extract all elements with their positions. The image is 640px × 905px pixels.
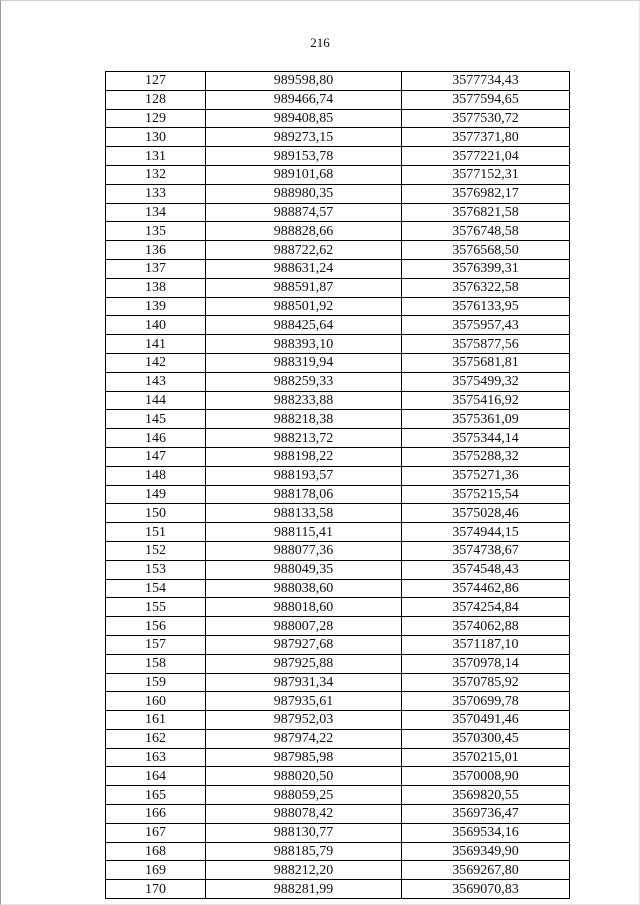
y-coordinate-cell: 3569070,83 bbox=[402, 880, 570, 899]
x-coordinate-cell: 988038,60 bbox=[206, 579, 402, 598]
table-row bbox=[106, 447, 570, 466]
x-coordinate-cell: 988198,22 bbox=[206, 447, 402, 466]
point-number-cell: 168 bbox=[106, 842, 206, 861]
point-number-cell: 155 bbox=[106, 598, 206, 617]
point-number-cell: 136 bbox=[106, 241, 206, 260]
table-row bbox=[106, 316, 570, 335]
point-number-cell: 150 bbox=[106, 504, 206, 523]
x-coordinate-cell: 988501,92 bbox=[206, 297, 402, 316]
table-row bbox=[106, 353, 570, 372]
x-coordinate-cell: 989153,78 bbox=[206, 147, 402, 166]
y-coordinate-cell: 3570300,45 bbox=[402, 729, 570, 748]
x-coordinate-cell: 989273,15 bbox=[206, 128, 402, 147]
point-number-cell: 149 bbox=[106, 485, 206, 504]
point-number-cell: 128 bbox=[106, 90, 206, 109]
point-number-cell: 151 bbox=[106, 523, 206, 542]
x-coordinate-cell: 988722,62 bbox=[206, 241, 402, 260]
x-coordinate-cell: 988874,57 bbox=[206, 203, 402, 222]
x-coordinate-cell: 988178,06 bbox=[206, 485, 402, 504]
table-row bbox=[106, 880, 570, 899]
table-row bbox=[106, 579, 570, 598]
y-coordinate-cell: 3577594,65 bbox=[402, 90, 570, 109]
point-number-cell: 144 bbox=[106, 391, 206, 410]
x-coordinate-cell: 988828,66 bbox=[206, 222, 402, 241]
point-number-cell: 139 bbox=[106, 297, 206, 316]
y-coordinate-cell: 3575877,56 bbox=[402, 335, 570, 354]
point-number-cell: 159 bbox=[106, 673, 206, 692]
x-coordinate-cell: 988115,41 bbox=[206, 523, 402, 542]
table-row bbox=[106, 109, 570, 128]
x-coordinate-cell: 988393,10 bbox=[206, 335, 402, 354]
point-number-cell: 141 bbox=[106, 335, 206, 354]
table-row bbox=[106, 391, 570, 410]
point-number-cell: 143 bbox=[106, 372, 206, 391]
x-coordinate-cell: 988591,87 bbox=[206, 278, 402, 297]
point-number-cell: 165 bbox=[106, 786, 206, 805]
x-coordinate-cell: 989101,68 bbox=[206, 165, 402, 184]
table-row bbox=[106, 90, 570, 109]
x-coordinate-cell: 987927,68 bbox=[206, 635, 402, 654]
y-coordinate-cell: 3575361,09 bbox=[402, 410, 570, 429]
x-coordinate-cell: 988049,35 bbox=[206, 560, 402, 579]
x-coordinate-cell: 988078,42 bbox=[206, 805, 402, 824]
coordinates-table bbox=[105, 71, 570, 899]
y-coordinate-cell: 3569736,47 bbox=[402, 805, 570, 824]
x-coordinate-cell: 988193,57 bbox=[206, 466, 402, 485]
table-row bbox=[106, 278, 570, 297]
point-number-cell: 154 bbox=[106, 579, 206, 598]
x-coordinate-cell: 988077,36 bbox=[206, 541, 402, 560]
y-coordinate-cell: 3571187,10 bbox=[402, 635, 570, 654]
point-number-cell: 147 bbox=[106, 447, 206, 466]
x-coordinate-cell: 987935,61 bbox=[206, 692, 402, 711]
point-number-cell: 132 bbox=[106, 165, 206, 184]
x-coordinate-cell: 988425,64 bbox=[206, 316, 402, 335]
y-coordinate-cell: 3570491,46 bbox=[402, 711, 570, 730]
x-coordinate-cell: 989408,85 bbox=[206, 109, 402, 128]
y-coordinate-cell: 3570785,92 bbox=[402, 673, 570, 692]
point-number-cell: 145 bbox=[106, 410, 206, 429]
x-coordinate-cell: 988018,60 bbox=[206, 598, 402, 617]
point-number-cell: 164 bbox=[106, 767, 206, 786]
y-coordinate-cell: 3570699,78 bbox=[402, 692, 570, 711]
y-coordinate-cell: 3569349,90 bbox=[402, 842, 570, 861]
point-number-cell: 148 bbox=[106, 466, 206, 485]
point-number-cell: 137 bbox=[106, 259, 206, 278]
x-coordinate-cell: 987925,88 bbox=[206, 654, 402, 673]
point-number-cell: 131 bbox=[106, 147, 206, 166]
table-row bbox=[106, 504, 570, 523]
x-coordinate-cell: 988980,35 bbox=[206, 184, 402, 203]
y-coordinate-cell: 3575271,36 bbox=[402, 466, 570, 485]
point-number-cell: 133 bbox=[106, 184, 206, 203]
point-number-cell: 134 bbox=[106, 203, 206, 222]
table-row bbox=[106, 241, 570, 260]
table-row bbox=[106, 861, 570, 880]
y-coordinate-cell: 3574944,15 bbox=[402, 523, 570, 542]
point-number-cell: 127 bbox=[106, 72, 206, 91]
x-coordinate-cell: 988233,88 bbox=[206, 391, 402, 410]
y-coordinate-cell: 3574254,84 bbox=[402, 598, 570, 617]
table-row bbox=[106, 617, 570, 636]
x-coordinate-cell: 988130,77 bbox=[206, 823, 402, 842]
y-coordinate-cell: 3574548,43 bbox=[402, 560, 570, 579]
table-row bbox=[106, 541, 570, 560]
y-coordinate-cell: 3577734,43 bbox=[402, 72, 570, 91]
table-row bbox=[106, 767, 570, 786]
x-coordinate-cell: 988319,94 bbox=[206, 353, 402, 372]
y-coordinate-cell: 3575215,54 bbox=[402, 485, 570, 504]
y-coordinate-cell: 3576748,58 bbox=[402, 222, 570, 241]
table-row bbox=[106, 560, 570, 579]
y-coordinate-cell: 3576399,31 bbox=[402, 259, 570, 278]
table-row bbox=[106, 786, 570, 805]
table-row bbox=[106, 184, 570, 203]
point-number-cell: 170 bbox=[106, 880, 206, 899]
x-coordinate-cell: 987985,98 bbox=[206, 748, 402, 767]
y-coordinate-cell: 3577530,72 bbox=[402, 109, 570, 128]
table-row bbox=[106, 805, 570, 824]
table-row bbox=[106, 372, 570, 391]
y-coordinate-cell: 3576133,95 bbox=[402, 297, 570, 316]
point-number-cell: 156 bbox=[106, 617, 206, 636]
y-coordinate-cell: 3577371,80 bbox=[402, 128, 570, 147]
x-coordinate-cell: 987952,03 bbox=[206, 711, 402, 730]
y-coordinate-cell: 3576982,17 bbox=[402, 184, 570, 203]
table-row bbox=[106, 673, 570, 692]
x-coordinate-cell: 987974,22 bbox=[206, 729, 402, 748]
point-number-cell: 140 bbox=[106, 316, 206, 335]
x-coordinate-cell: 987931,34 bbox=[206, 673, 402, 692]
y-coordinate-cell: 3577152,31 bbox=[402, 165, 570, 184]
x-coordinate-cell: 989598,80 bbox=[206, 72, 402, 91]
y-coordinate-cell: 3575499,32 bbox=[402, 372, 570, 391]
point-number-cell: 146 bbox=[106, 429, 206, 448]
table-row bbox=[106, 842, 570, 861]
table-row bbox=[106, 410, 570, 429]
y-coordinate-cell: 3575028,46 bbox=[402, 504, 570, 523]
table-row bbox=[106, 297, 570, 316]
point-number-cell: 135 bbox=[106, 222, 206, 241]
point-number-cell: 162 bbox=[106, 729, 206, 748]
point-number-cell: 166 bbox=[106, 805, 206, 824]
table-row bbox=[106, 654, 570, 673]
y-coordinate-cell: 3576568,50 bbox=[402, 241, 570, 260]
y-coordinate-cell: 3574738,67 bbox=[402, 541, 570, 560]
table-row bbox=[106, 203, 570, 222]
y-coordinate-cell: 3576322,58 bbox=[402, 278, 570, 297]
point-number-cell: 138 bbox=[106, 278, 206, 297]
table-row bbox=[106, 72, 570, 91]
y-coordinate-cell: 3576821,58 bbox=[402, 203, 570, 222]
table-row bbox=[106, 429, 570, 448]
y-coordinate-cell: 3569820,55 bbox=[402, 786, 570, 805]
x-coordinate-cell: 989466,74 bbox=[206, 90, 402, 109]
y-coordinate-cell: 3577221,04 bbox=[402, 147, 570, 166]
coordinates-table-body bbox=[106, 72, 570, 899]
y-coordinate-cell: 3575957,43 bbox=[402, 316, 570, 335]
point-number-cell: 157 bbox=[106, 635, 206, 654]
x-coordinate-cell: 988213,72 bbox=[206, 429, 402, 448]
x-coordinate-cell: 988185,79 bbox=[206, 842, 402, 861]
point-number-cell: 163 bbox=[106, 748, 206, 767]
x-coordinate-cell: 988631,24 bbox=[206, 259, 402, 278]
x-coordinate-cell: 988212,20 bbox=[206, 861, 402, 880]
y-coordinate-cell: 3574462,86 bbox=[402, 579, 570, 598]
y-coordinate-cell: 3575288,32 bbox=[402, 447, 570, 466]
table-row bbox=[106, 523, 570, 542]
y-coordinate-cell: 3569267,80 bbox=[402, 861, 570, 880]
table-row bbox=[106, 466, 570, 485]
x-coordinate-cell: 988218,38 bbox=[206, 410, 402, 429]
x-coordinate-cell: 988059,25 bbox=[206, 786, 402, 805]
x-coordinate-cell: 988259,33 bbox=[206, 372, 402, 391]
point-number-cell: 130 bbox=[106, 128, 206, 147]
point-number-cell: 161 bbox=[106, 711, 206, 730]
table-row bbox=[106, 729, 570, 748]
y-coordinate-cell: 3575344,14 bbox=[402, 429, 570, 448]
table-row bbox=[106, 598, 570, 617]
y-coordinate-cell: 3569534,16 bbox=[402, 823, 570, 842]
y-coordinate-cell: 3574062,88 bbox=[402, 617, 570, 636]
table-row bbox=[106, 165, 570, 184]
point-number-cell: 142 bbox=[106, 353, 206, 372]
point-number-cell: 160 bbox=[106, 692, 206, 711]
y-coordinate-cell: 3570978,14 bbox=[402, 654, 570, 673]
page-number: 216 bbox=[310, 35, 330, 50]
point-number-cell: 169 bbox=[106, 861, 206, 880]
x-coordinate-cell: 988133,58 bbox=[206, 504, 402, 523]
table-row bbox=[106, 147, 570, 166]
x-coordinate-cell: 988007,28 bbox=[206, 617, 402, 636]
point-number-cell: 158 bbox=[106, 654, 206, 673]
table-row bbox=[106, 259, 570, 278]
y-coordinate-cell: 3570008,90 bbox=[402, 767, 570, 786]
point-number-cell: 129 bbox=[106, 109, 206, 128]
y-coordinate-cell: 3575416,92 bbox=[402, 391, 570, 410]
table-row bbox=[106, 635, 570, 654]
y-coordinate-cell: 3570215,01 bbox=[402, 748, 570, 767]
point-number-cell: 153 bbox=[106, 560, 206, 579]
point-number-cell: 167 bbox=[106, 823, 206, 842]
table-row bbox=[106, 128, 570, 147]
table-row bbox=[106, 485, 570, 504]
y-coordinate-cell: 3575681,81 bbox=[402, 353, 570, 372]
point-number-cell: 152 bbox=[106, 541, 206, 560]
table-row bbox=[106, 335, 570, 354]
table-row bbox=[106, 222, 570, 241]
table-row bbox=[106, 711, 570, 730]
table-row bbox=[106, 748, 570, 767]
table-row bbox=[106, 692, 570, 711]
table-row bbox=[106, 823, 570, 842]
x-coordinate-cell: 988020,50 bbox=[206, 767, 402, 786]
x-coordinate-cell: 988281,99 bbox=[206, 880, 402, 899]
